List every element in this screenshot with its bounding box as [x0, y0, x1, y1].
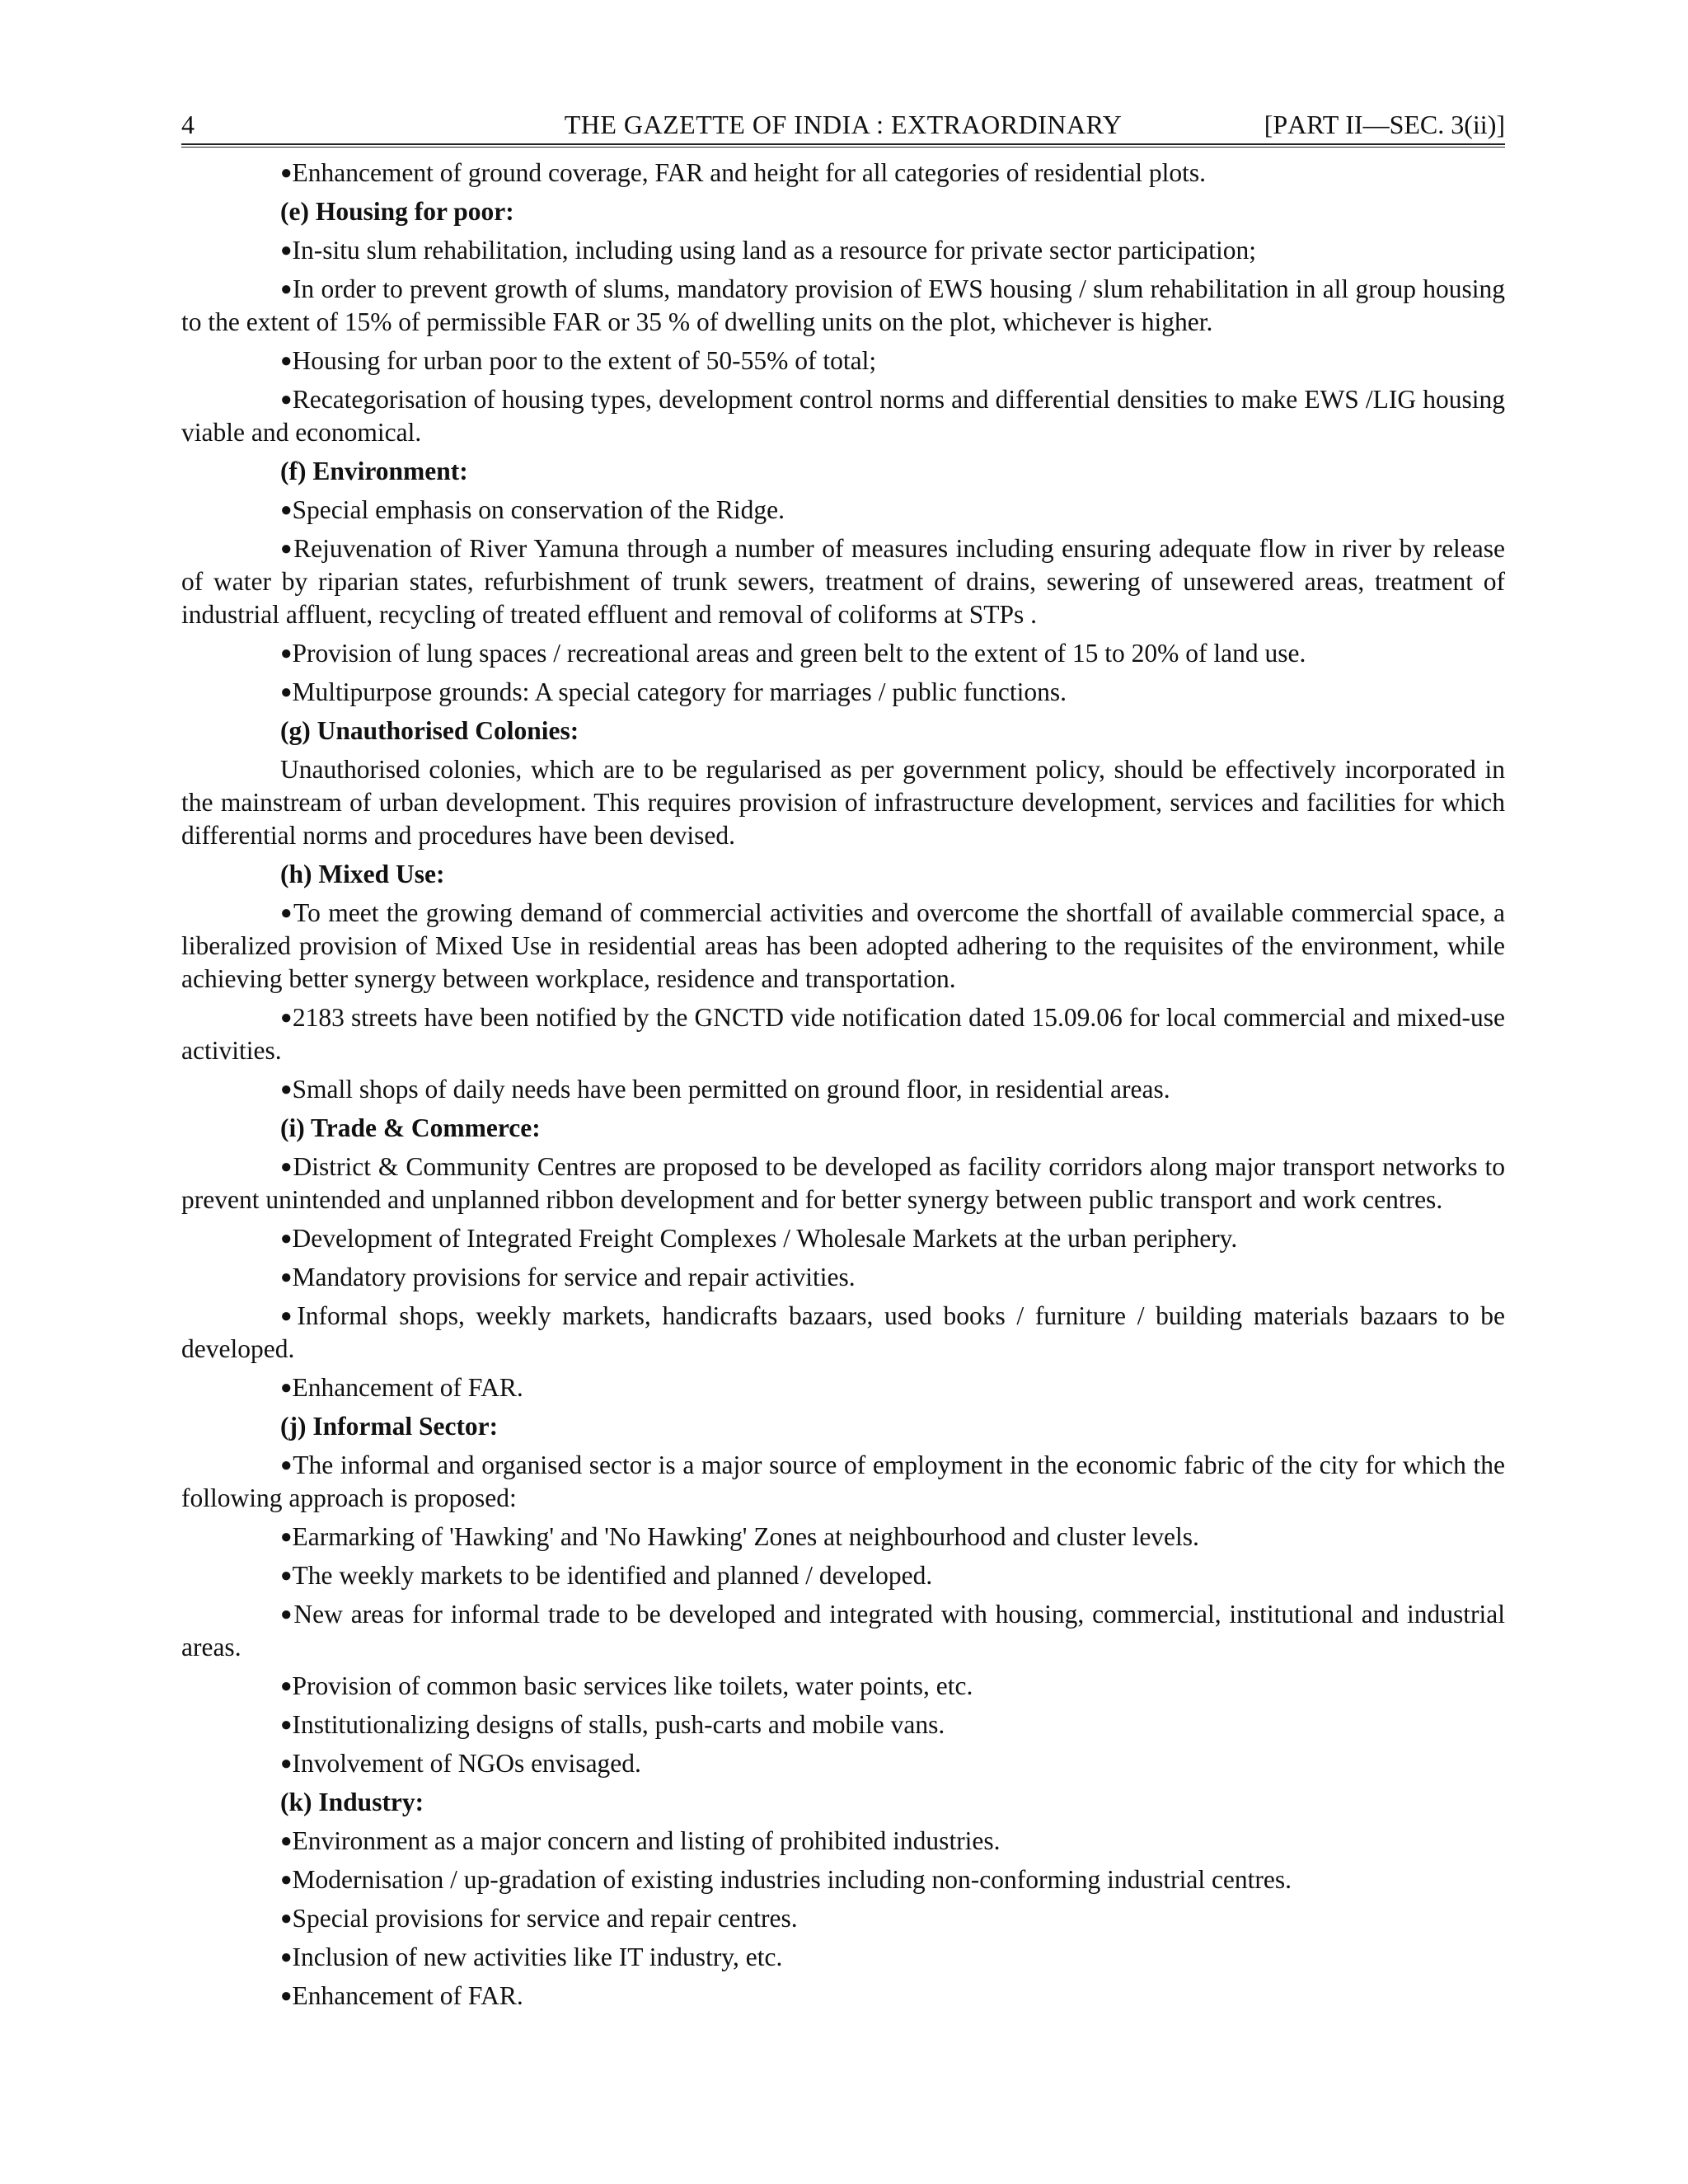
bullet-paragraph: ● Rejuvenation of River Yamuna through a number of measures including ensuring adequate flow in river by release of water by riparian states, refurbishment of trunk sewers, treatment of drains, sewering of unsewered areas, treatment of industrial affluent, recycling of treated effluent and removal of coliforms at STPs .: [181, 532, 1505, 631]
bullet-paragraph: ● In-situ slum rehabilitation, including using land as a resource for private sector participation;: [181, 234, 1505, 267]
bullet-paragraph: ● Inclusion of new activities like IT industry, etc.: [181, 1941, 1505, 1974]
section-heading: (e) Housing for poor:: [280, 197, 514, 226]
bullet-paragraph: ● The informal and organised sector is a major source of employment in the economic fabric of the city for which the following approach is proposed:: [181, 1449, 1505, 1515]
bullet-paragraph: ● Enhancement of ground coverage, FAR and height for all categories of residential plots.: [181, 157, 1505, 190]
gazette-title: THE GAZETTE OF INDIA : EXTRAORDINARY: [564, 110, 1123, 139]
bullet-paragraph: ● New areas for informal trade to be developed and integrated with housing, commercial, institutional and industrial areas.: [181, 1598, 1505, 1664]
bullet-paragraph: ● Informal shops, weekly markets, handicrafts bazaars, used books / furniture / building materials bazaars to be developed.: [181, 1300, 1505, 1366]
bullet-paragraph: ● District & Community Centres are proposed to be developed as facility corridors along major transport networks to prevent unintended and unplanned ribbon development and for better synergy between public transport and work centres.: [181, 1151, 1505, 1216]
bullet-paragraph: ● Provision of lung spaces / recreational areas and green belt to the extent of 15 to 20% of land use.: [181, 637, 1505, 670]
bullet-paragraph: ● 2183 streets have been notified by the GNCTD vide notification dated 15.09.06 for local commercial and mixed-use activities.: [181, 1001, 1505, 1067]
page-header: [181, 105, 1505, 145]
page-number: 4: [181, 110, 195, 139]
section-heading: (k) Industry:: [280, 1788, 424, 1816]
bullet-paragraph: ● Modernisation / up-gradation of existing industries including non-conforming industrial centres.: [181, 1863, 1505, 1896]
bullet-paragraph: ● To meet the growing demand of commercial activities and overcome the shortfall of available commercial space, a liberalized provision of Mixed Use in residential areas has been adopted adhering to the requisites of the environment, while achieving better synergy between workplace, residence and transportation.: [181, 897, 1505, 996]
bullet-paragraph: ● Institutionalizing designs of stalls, push-carts and mobile vans.: [181, 1708, 1505, 1741]
section-heading: (h) Mixed Use:: [280, 860, 445, 888]
bullet-paragraph: ● Recategorisation of housing types, development control norms and differential densities to make EWS /LIG housing viable and economical.: [181, 383, 1505, 449]
bullet-paragraph: ● Earmarking of 'Hawking' and 'No Hawking' Zones at neighbourhood and cluster levels.: [181, 1521, 1505, 1554]
bullet-paragraph: ● Provision of common basic services like toilets, water points, etc.: [181, 1670, 1505, 1703]
bullet-paragraph: ● Small shops of daily needs have been permitted on ground floor, in residential areas.: [181, 1073, 1505, 1106]
header-rule: [181, 147, 1505, 148]
bullet-paragraph: ● Multipurpose grounds: A special category for marriages / public functions.: [181, 676, 1505, 709]
bullet-paragraph: ● Enhancement of FAR.: [181, 1980, 1505, 2013]
document-body: [181, 157, 1505, 2018]
bullet-paragraph: ● Special emphasis on conservation of the Ridge.: [181, 494, 1505, 527]
bullet-paragraph: ● Involvement of NGOs envisaged.: [181, 1747, 1505, 1780]
bullet-paragraph: ● Special provisions for service and repair centres.: [181, 1902, 1505, 1935]
part-section-label: [PART II—SEC. 3(ii)]: [1264, 110, 1505, 139]
bullet-paragraph: ● The weekly markets to be identified and planned / developed.: [181, 1559, 1505, 1592]
bullet-paragraph: ● In order to prevent growth of slums, mandatory provision of EWS housing / slum rehabilitation in all group housing to the extent of 15% of permissible FAR or 35 % of dwelling units on the plot, whichever is higher.: [181, 273, 1505, 339]
section-heading: (i) Trade & Commerce:: [280, 1113, 541, 1142]
body-paragraph: Unauthorised colonies, which are to be regularised as per government policy, should be effectively incorporated in the mainstream of urban development. This requires provision of infrastructure development, services and facilities for which differential norms and procedures have been devised.: [181, 755, 1505, 850]
bullet-paragraph: ● Enhancement of FAR.: [181, 1371, 1505, 1404]
section-heading: (j) Informal Sector:: [280, 1412, 499, 1441]
section-heading: (g) Unauthorised Colonies:: [280, 716, 579, 745]
bullet-paragraph: ● Environment as a major concern and listing of prohibited industries.: [181, 1825, 1505, 1858]
bullet-paragraph: ● Housing for urban poor to the extent of 50-55% of total;: [181, 344, 1505, 377]
bullet-paragraph: ● Development of Integrated Freight Complexes / Wholesale Markets at the urban periphery.: [181, 1222, 1505, 1255]
bullet-paragraph: ● Mandatory provisions for service and repair activities.: [181, 1261, 1505, 1294]
section-heading: (f) Environment:: [280, 457, 468, 485]
